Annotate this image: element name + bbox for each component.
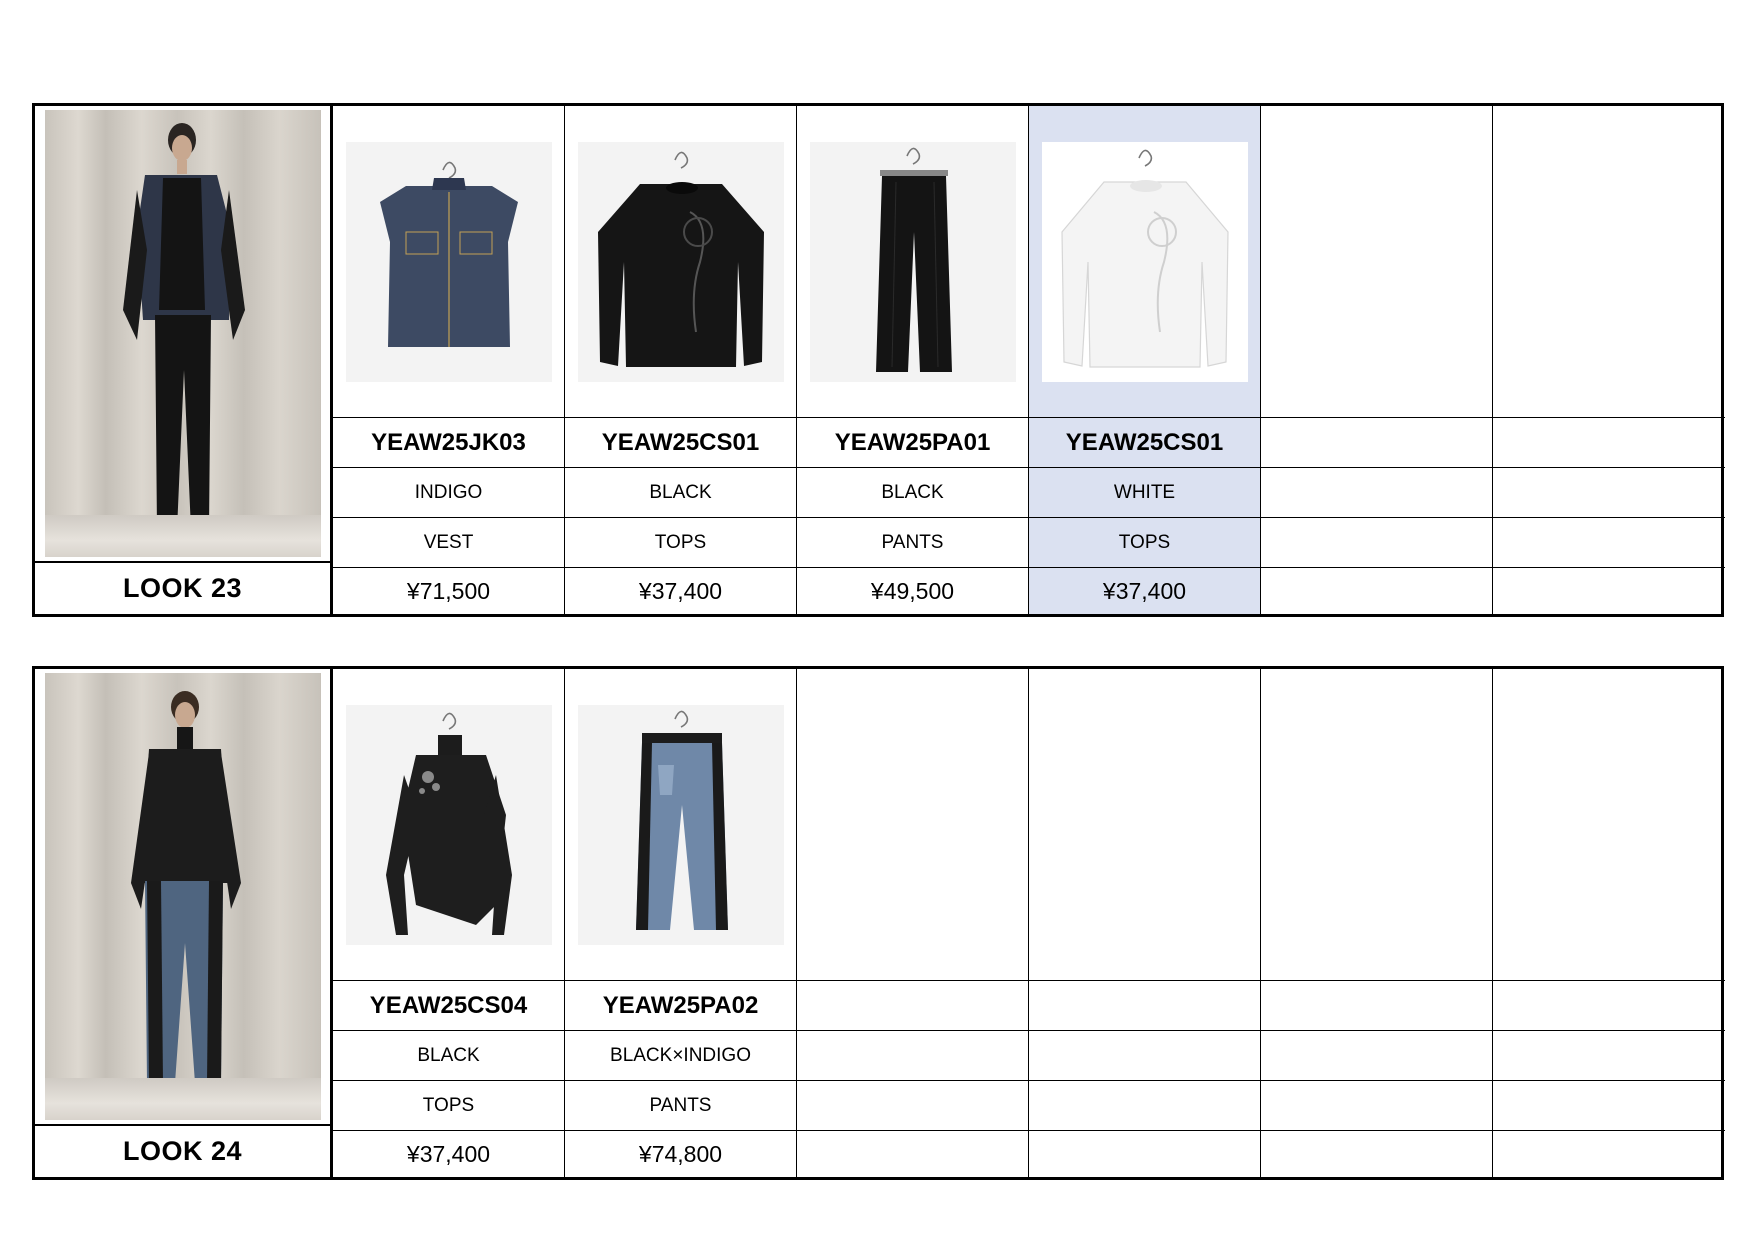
item-image-cell [333,669,564,981]
item-image-cell [565,669,796,981]
empty-item-column [1029,669,1261,1177]
empty-item-column [1261,669,1493,1177]
item-column [333,669,565,1177]
items-grid [333,669,1725,1177]
item-category: TOPS [333,1081,564,1131]
black-pants-image [810,142,1016,382]
item-code: YEAW25CS04 [333,981,564,1031]
item-code: YEAW25PA01 [797,418,1028,468]
item-image-cell [565,106,796,418]
item-color: BLACK [797,468,1028,518]
item-code: YEAW25CS01 [1029,418,1260,468]
items-grid [333,106,1725,614]
model-column [35,669,333,1177]
item-column [797,106,1029,614]
item-column [565,669,797,1177]
look-24-table [32,666,1724,1180]
item-category: TOPS [1029,518,1260,568]
black-top-image [578,142,784,382]
item-color: BLACK [333,1031,564,1081]
item-column [333,106,565,614]
item-color: WHITE [1029,468,1260,518]
model-photo-cell [35,669,330,1126]
empty-item-column [1261,106,1493,614]
item-category: TOPS [565,518,796,568]
jeans-image [578,705,784,945]
item-color: BLACK [565,468,796,518]
item-price: ¥71,500 [406,577,491,604]
empty-item-column [1493,106,1725,614]
item-price: ¥74,800 [638,1140,723,1167]
item-price: ¥37,400 [406,1140,491,1167]
look-label: LOOK 23 [122,573,243,603]
look-label: LOOK 24 [122,1136,243,1166]
denim-vest-image [346,142,552,382]
item-image-cell [333,106,564,418]
empty-item-column [797,669,1029,1177]
item-color: BLACK×INDIGO [565,1031,796,1081]
item-price: ¥49,500 [870,577,955,604]
item-image-cell [1029,106,1260,418]
item-color: INDIGO [333,468,564,518]
empty-item-column [1493,669,1725,1177]
model-column [35,106,333,614]
item-price: ¥37,400 [1102,577,1187,604]
model-photo-cell [35,106,330,563]
item-price: ¥37,400 [638,577,723,604]
item-code: YEAW25PA02 [565,981,796,1031]
item-category: PANTS [797,518,1028,568]
item-category: VEST [333,518,564,568]
white-top-image [1042,142,1248,382]
item-column-highlighted [1029,106,1261,614]
look-23-table [32,103,1724,617]
item-code: YEAW25CS01 [565,418,796,468]
item-image-cell [797,106,1028,418]
item-category: PANTS [565,1081,796,1131]
item-code: YEAW25JK03 [333,418,564,468]
item-column [565,106,797,614]
model-photo-look-23 [45,110,321,557]
model-photo-look-24 [45,673,321,1120]
black-turtleneck-image [346,705,552,945]
